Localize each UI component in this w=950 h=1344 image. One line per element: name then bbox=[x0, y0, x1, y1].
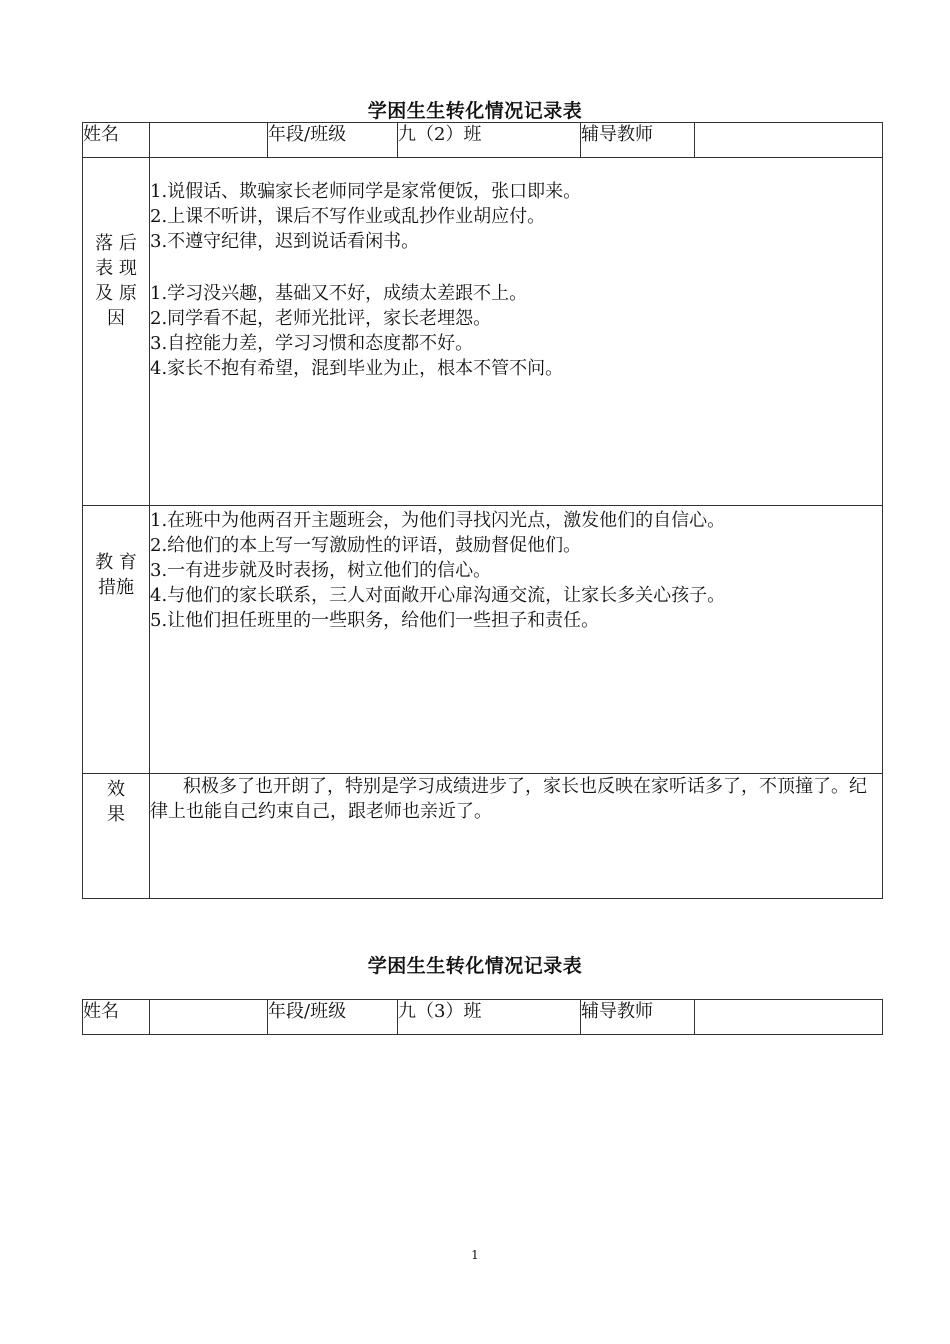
grade-value: 九（3）班 bbox=[398, 1000, 581, 1035]
teacher-value bbox=[695, 123, 883, 158]
behavior-item: 1.说假话、欺骗家长老师同学是家常便饭，张口即来。 bbox=[150, 181, 582, 202]
record-1-table bbox=[82, 122, 883, 899]
lag-label-line1: 落 后 bbox=[95, 233, 137, 254]
lag-label-line2: 表 现 bbox=[95, 258, 137, 279]
reason-item: 2.同学看不起，老师光批评，家长老埋怨。 bbox=[150, 308, 492, 329]
record-2-title: 学困生生转化情况记录表 bbox=[367, 955, 583, 977]
name-label: 姓名 bbox=[83, 1000, 150, 1035]
measure-item: 4.与他们的家长联系，三人对面敞开心扉沟通交流，让家长多关心孩子。 bbox=[150, 585, 726, 606]
measure-item: 3.一有进步就及时表扬，树立他们的信心。 bbox=[150, 560, 492, 581]
grade-label: 年段/班级 bbox=[268, 123, 398, 158]
record-2-table bbox=[82, 999, 883, 1035]
reason-item: 4.家长不抱有希望，混到毕业为止，根本不管不问。 bbox=[150, 358, 564, 379]
page-number: 1 bbox=[471, 1248, 479, 1262]
name-label: 姓名 bbox=[83, 123, 150, 158]
measures-label-line1: 教 育 bbox=[95, 552, 137, 573]
behavior-item: 2.上课不听讲，课后不写作业或乱抄作业胡应付。 bbox=[150, 206, 546, 227]
name-value bbox=[150, 1000, 268, 1035]
effect-content bbox=[150, 774, 883, 899]
lag-content bbox=[150, 158, 883, 506]
name-value bbox=[150, 123, 268, 158]
teacher-label: 辅导教师 bbox=[581, 1000, 695, 1035]
lag-label-line3: 及 原 bbox=[95, 283, 137, 304]
reason-item: 1.学习没兴趣，基础又不好，成绩太差跟不上。 bbox=[150, 283, 528, 304]
record-1-header-row bbox=[83, 123, 883, 158]
measure-item: 2.给他们的本上写一写激励性的评语，鼓励督促他们。 bbox=[150, 535, 582, 556]
lag-label-cell bbox=[83, 158, 150, 506]
teacher-value bbox=[695, 1000, 883, 1035]
record-1-title: 学困生生转化情况记录表 bbox=[367, 100, 583, 122]
behavior-item: 3.不遵守纪律，迟到说话看闲书。 bbox=[150, 231, 420, 252]
reason-item: 3.自控能力差，学习习惯和态度都不好。 bbox=[150, 333, 474, 354]
lag-row bbox=[83, 158, 883, 506]
record-2-header-row bbox=[83, 1000, 883, 1035]
effect-label-cell bbox=[83, 774, 150, 899]
effect-label-line1: 效 bbox=[107, 779, 125, 800]
effect-label-line2: 果 bbox=[107, 804, 125, 825]
lag-label-line4: 因 bbox=[107, 308, 125, 329]
measure-item: 5.让他们担任班里的一些职务，给他们一些担子和责任。 bbox=[150, 610, 600, 631]
measures-label-cell bbox=[83, 506, 150, 774]
teacher-label: 辅导教师 bbox=[581, 123, 695, 158]
measure-item: 1.在班中为他两召开主题班会，为他们寻找闪光点，激发他们的自信心。 bbox=[150, 510, 726, 531]
effect-row bbox=[83, 774, 883, 899]
grade-value: 九（2）班 bbox=[398, 123, 581, 158]
grade-label: 年段/班级 bbox=[268, 1000, 398, 1035]
effect-text: 积极多了也开朗了，特别是学习成绩进步了，家长也反映在家听话多了，不顶撞了。纪律上也能自己约束自己，跟老师也亲近了。 bbox=[150, 776, 867, 822]
measures-row bbox=[83, 506, 883, 774]
measures-content bbox=[150, 506, 883, 774]
measures-label-line2: 措施 bbox=[98, 577, 134, 598]
